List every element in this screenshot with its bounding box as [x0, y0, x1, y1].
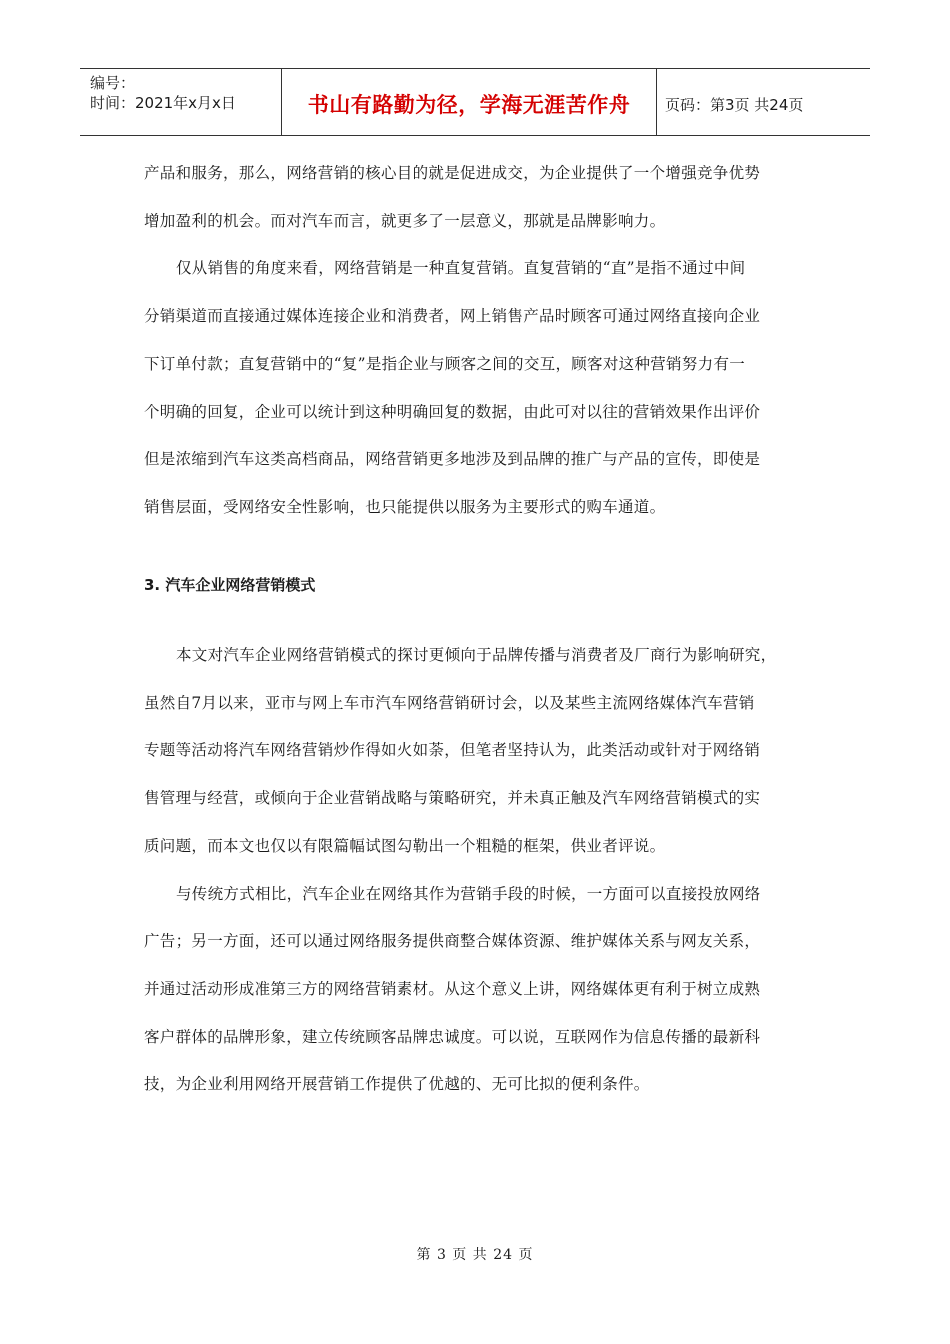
- text-line: 销售层面，受网络安全性影响，也只能提供以服务为主要形式的购车通道。: [144, 497, 666, 516]
- text-line: 专题等活动将汽车网络营销炒作得如火如荼，但笔者坚持认为，此类活动或针对于网络销: [144, 741, 761, 760]
- text-line: 广告；另一方面，还可以通过网络服务提供商整合媒体资源、维护媒体关系与网友关系，: [144, 932, 761, 951]
- text-line: 并通过活动形成准第三方的网络营销素材。从这个意义上讲，网络媒体更有利于树立成熟: [144, 979, 761, 998]
- header-motto: 书山有路勤为径，学海无涯苦作舟: [307, 93, 631, 117]
- paragraph-3: [144, 632, 824, 871]
- header-motto-cell: [281, 69, 657, 135]
- page-footer: 第 3 页 共 24 页: [416, 1247, 534, 1263]
- page-header: [80, 68, 870, 136]
- text-line: 分销渠道而直接通过媒体连接企业和消费者，网上销售产品时顾客可通过网络直接向企业: [144, 307, 761, 326]
- text-line: 客户群体的品牌形象，建立传统顾客品牌忠诚度。可以说，互联网作为信息传播的最新科: [144, 1027, 761, 1046]
- text-line: 仅从销售的角度来看，网络营销是一种直复营销。直复营销的“直”是指不通过中间: [176, 259, 746, 278]
- paragraph-4: [144, 871, 824, 1110]
- text-line: 技，为企业利用网络开展营销工作提供了优越的、无可比拟的便利条件。: [144, 1075, 650, 1094]
- text-line: 下订单付款；直复营销中的“复”是指企业与顾客之间的交互，顾客对这种营销努力有一: [144, 354, 746, 373]
- header-page-code: 页码：第3页 共24页: [665, 95, 804, 114]
- text-line: 增加盈利的机会。而对汽车而言，就更多了一层意义，那就是品牌影响力。: [144, 211, 666, 230]
- document-number-label: 编号：: [90, 74, 136, 92]
- paragraph-1: [144, 150, 814, 245]
- text-line: 质问题，而本文也仅以有限篇幅试图勾勒出一个粗糙的框架，供业者评说。: [144, 836, 666, 855]
- text-line: 售管理与经营，或倾向于企业营销战略与策略研究，并未真正触及汽车网络营销模式的实: [144, 789, 761, 808]
- text-line: 本文对汽车企业网络营销模式的探讨更倾向于品牌传播与消费者及厂商行为影响研究，: [176, 646, 777, 664]
- text-line: 与传统方式相比，汽车企业在网络其作为营销手段的时候，一方面可以直接投放网络: [176, 884, 761, 903]
- body-upper: [144, 150, 814, 532]
- section-heading: 3. 汽车企业网络营销模式: [144, 576, 316, 594]
- text-line: 个明确的回复，企业可以统计到这种明确回复的数据，由此可对以往的营销效果作出评价: [144, 402, 761, 421]
- text-line: 虽然自7月以来，亚市与网上车市汽车网络营销研讨会，以及某些主流网络媒体汽车营销: [144, 693, 755, 712]
- body-lower: [144, 632, 824, 1109]
- header-meta: [80, 69, 281, 135]
- document-date-label: 时间：2021年x月x日: [90, 94, 236, 112]
- text-line: 但是浓缩到汽车这类高档商品，网络营销更多地涉及到品牌的推广与产品的宣传，即使是: [144, 450, 761, 469]
- paragraph-2: [144, 245, 814, 531]
- text-line: 产品和服务，那么，网络营销的核心目的就是促进成交，为企业提供了一个增强竞争优势: [144, 164, 761, 182]
